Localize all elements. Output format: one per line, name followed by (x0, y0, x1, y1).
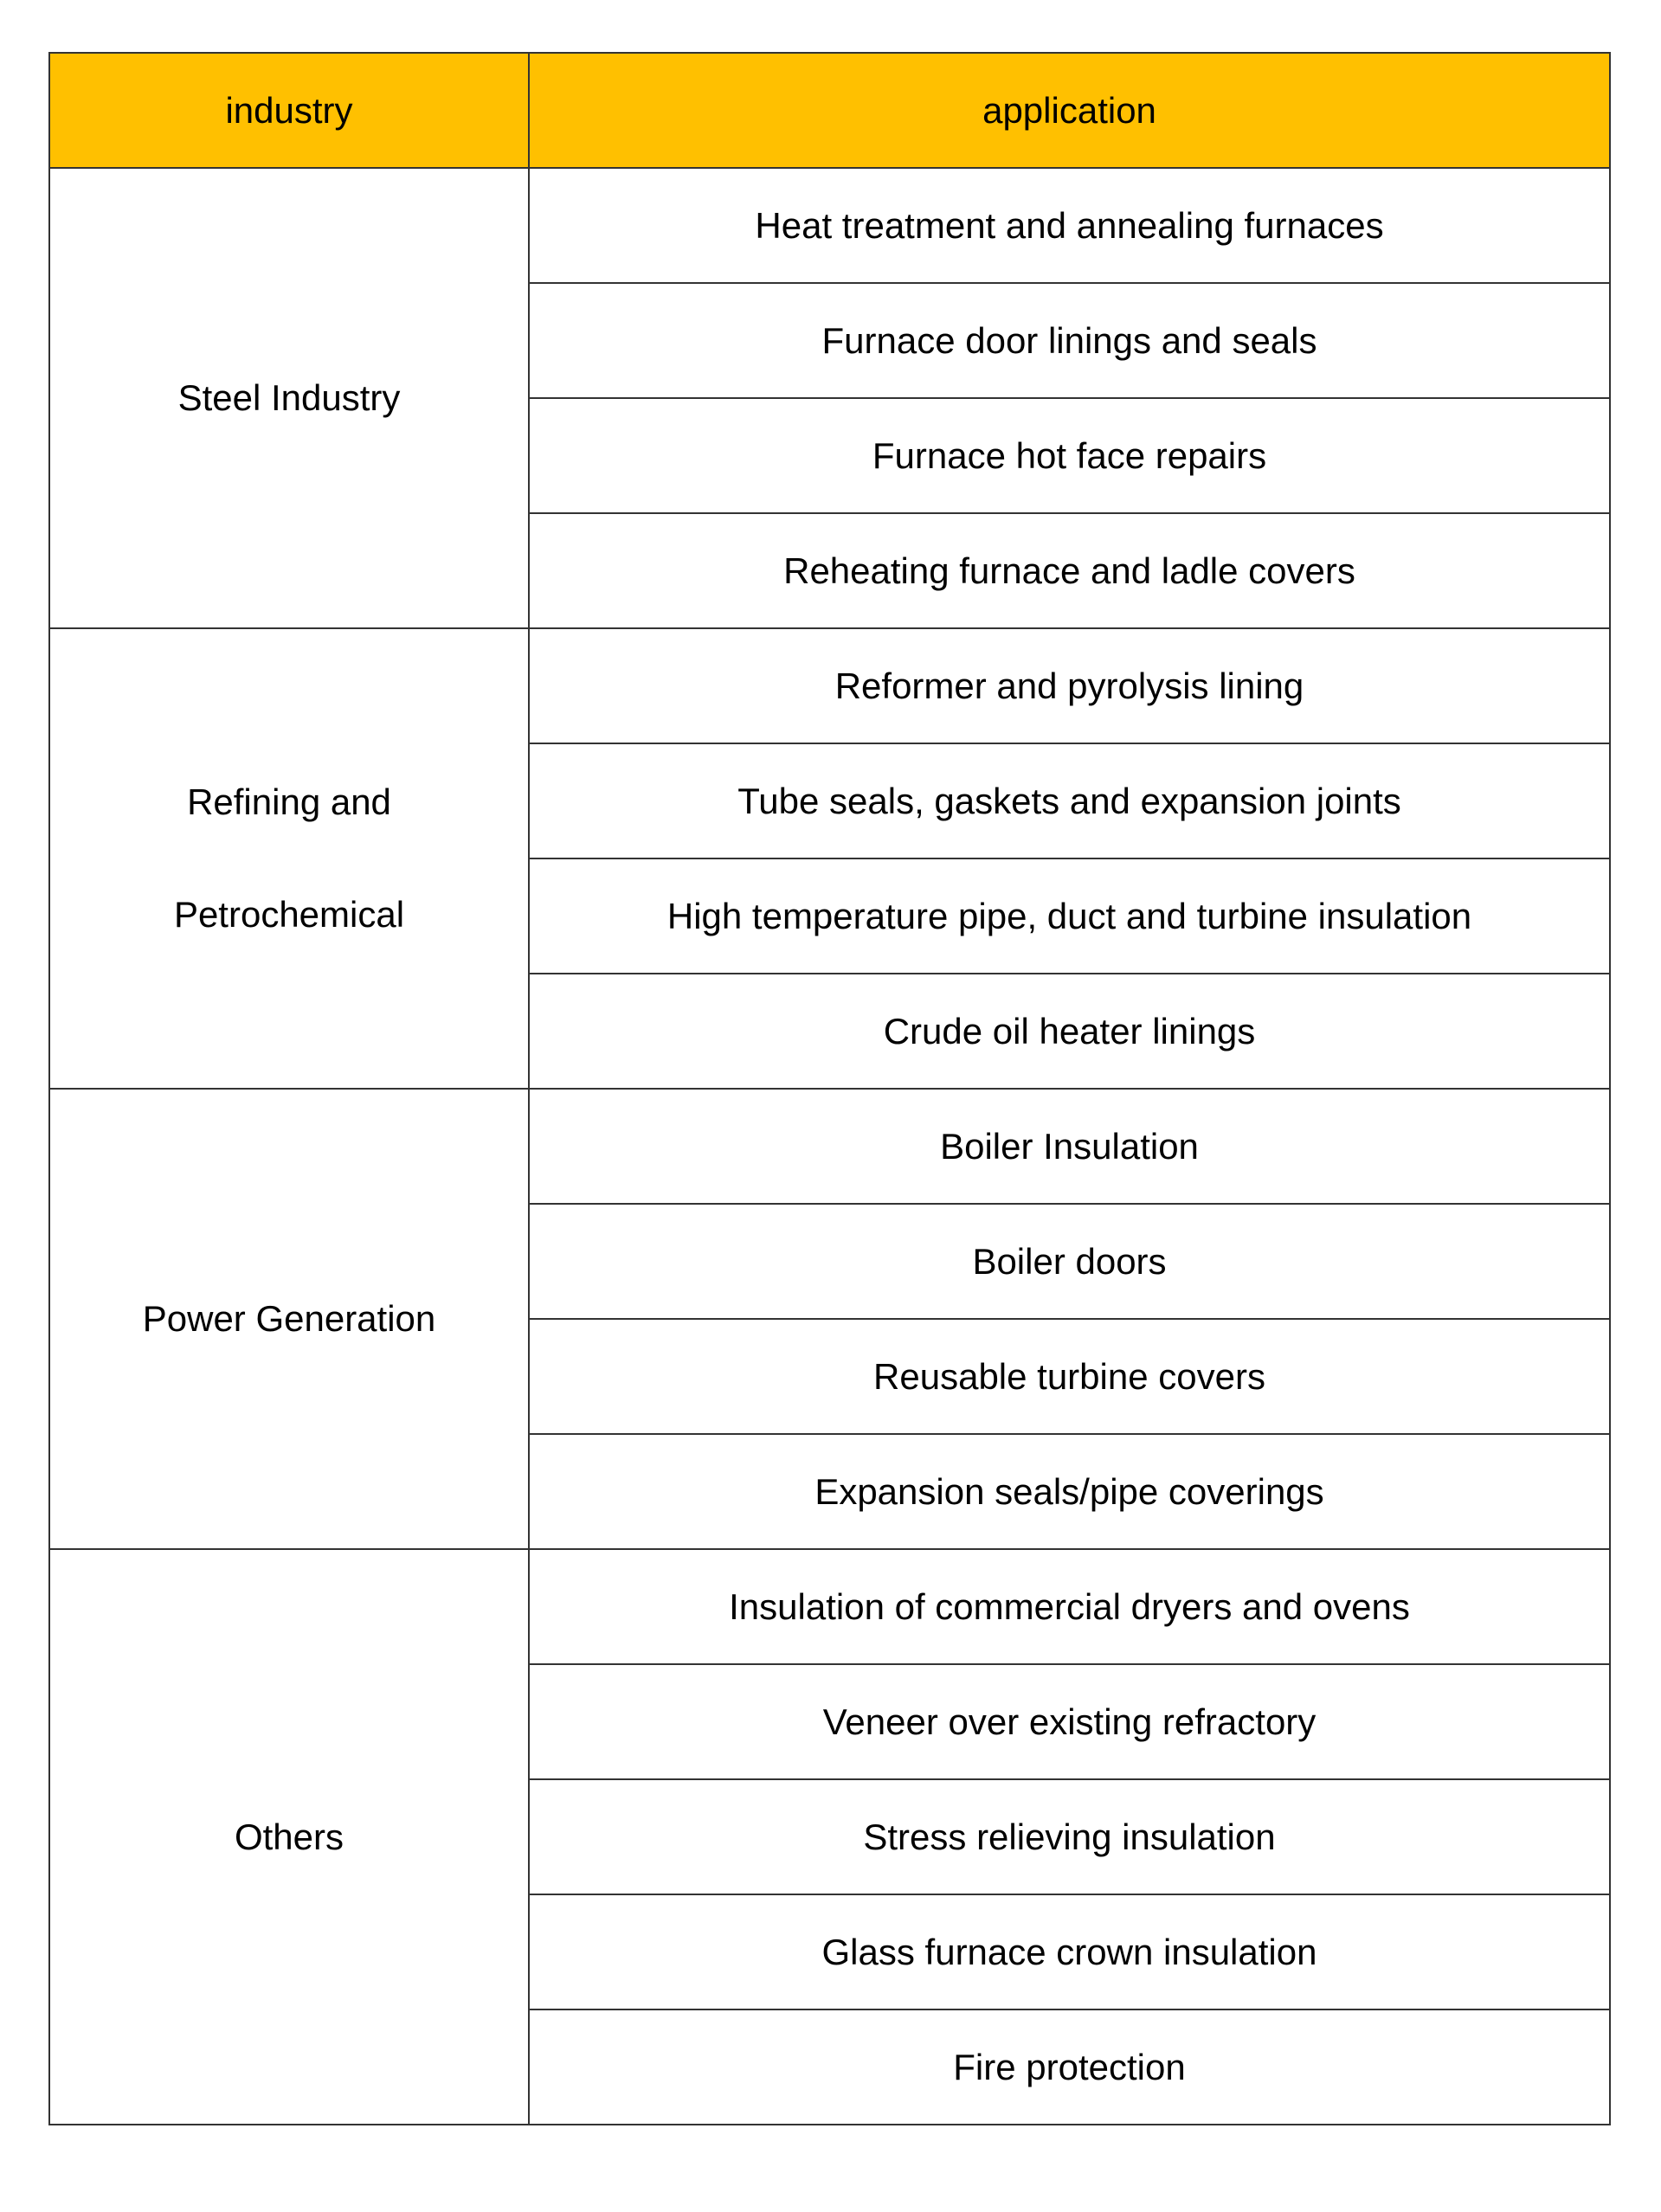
header-row (49, 53, 1610, 168)
industry-cell-others (49, 1549, 529, 2125)
application-cell: Heat treatment and annealing furnaces (529, 168, 1610, 283)
application-cell: Reformer and pyrolysis lining (529, 628, 1610, 743)
industry-label: Steel Industry (177, 377, 401, 418)
application-cell: Reheating furnace and ladle covers (529, 513, 1610, 628)
application-cell: Tube seals, gaskets and expansion joints (529, 743, 1610, 858)
industry-cell-steel (49, 168, 529, 628)
application-cell: Reusable turbine covers (529, 1319, 1610, 1434)
industry-label: Power Generation (142, 1298, 436, 1339)
industry-label: Refining and (187, 781, 391, 822)
industry-cell-refining (49, 628, 529, 1089)
table-row (49, 628, 1610, 743)
industry-label: Others (234, 1816, 344, 1857)
application-cell: Veneer over existing refractory (529, 1664, 1610, 1779)
application-cell: Furnace door linings and seals (529, 283, 1610, 398)
application-cell: Boiler Insulation (529, 1089, 1610, 1204)
header-application: application (529, 53, 1610, 168)
application-cell: Fire protection (529, 2009, 1610, 2125)
application-cell: Crude oil heater linings (529, 974, 1610, 1089)
industry-cell-power (49, 1089, 529, 1549)
header-industry: industry (49, 53, 529, 168)
industry-application-table (48, 52, 1611, 2125)
application-cell: Insulation of commercial dryers and ovens (529, 1549, 1610, 1664)
application-cell: Expansion seals/pipe coverings (529, 1434, 1610, 1549)
industry-label: Petrochemical (173, 894, 405, 935)
application-cell: Furnace hot face repairs (529, 398, 1610, 513)
table-row (49, 1549, 1610, 1664)
table-row (49, 1089, 1610, 1204)
table-row (49, 168, 1610, 283)
application-cell: High temperature pipe, duct and turbine insulation (529, 858, 1610, 974)
application-cell: Glass furnace crown insulation (529, 1894, 1610, 2009)
application-cell: Stress relieving insulation (529, 1779, 1610, 1894)
application-cell: Boiler doors (529, 1204, 1610, 1319)
